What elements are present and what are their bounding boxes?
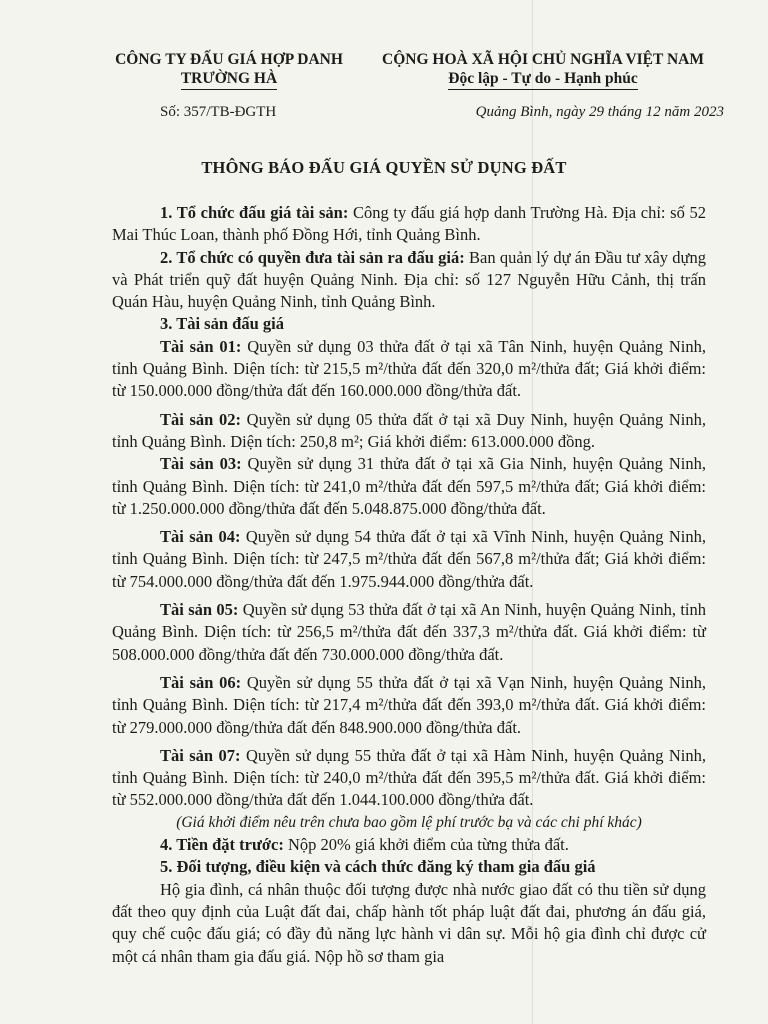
organization-name-line2: TRƯỜNG HÀ bbox=[181, 69, 277, 90]
asset-07 bbox=[112, 745, 706, 812]
section-2-text: Ban quản lý dự án Đầu tư xây dựng và Phát triển quỹ đất huyện Quảng Ninh. Địa chỉ: số 127 Nguyễn Hữu Cảnh, thị trấn Quán Hàu, huyện Quảng Ninh, tỉnh Quảng Bình. bbox=[112, 247, 706, 312]
section-4 bbox=[112, 834, 706, 856]
section-1-text: Công ty đấu giá hợp danh Trường Hà. Địa chỉ: số 52 Mai Thúc Loan, thành phố Đồng Hới, tỉnh Quảng Bình. bbox=[112, 203, 706, 245]
section-1 bbox=[112, 202, 706, 247]
asset-text: Quyền sử dụng 31 thửa đất ở tại xã Gia Ninh, huyện Quảng Ninh, tỉnh Quảng Bình. Diện tích: từ 241,0 m²/thửa đất đến 597,5 m²/thửa đất; Giá khởi điểm: từ 1.250.000.000 đồng/thửa đất đến 5.048.875.000 đồng/thửa đất. bbox=[112, 454, 706, 518]
asset-label: Tài sản 02: bbox=[160, 409, 241, 429]
section-3-title: 3. Tài sản đấu giá bbox=[160, 314, 284, 334]
document-body bbox=[112, 202, 706, 968]
asset-text: Quyền sử dụng 05 thửa đất ở tại xã Duy Ninh, huyện Quảng Ninh, tỉnh Quảng Bình. Diện tích: 250,8 m²; Giá khởi điểm: 613.000.000 đồng. bbox=[112, 409, 706, 451]
section-2-label: 2. Tổ chức có quyền đưa tài sản ra đấu giá: bbox=[160, 247, 465, 267]
asset-label: Tài sản 04: bbox=[160, 527, 241, 547]
national-title: CỘNG HOÀ XÃ HỘI CHỦ NGHĨA VIỆT NAM bbox=[382, 51, 704, 68]
section-4-label: 4. Tiền đặt trước: bbox=[160, 835, 284, 855]
asset-text: Quyền sử dụng 54 thửa đất ở tại xã Vĩnh Ninh, huyện Quảng Ninh, tỉnh Quảng Bình. Diện tích: từ 247,5 m²/thửa đất đến 567,8 m²/thửa đất; Giá khởi điểm: từ 754.000.000 đồng/thửa đất đến 1.975.944.000 đồng/thửa đất. bbox=[112, 527, 706, 591]
asset-label: Tài sản 06: bbox=[160, 672, 242, 692]
organization-header bbox=[96, 50, 362, 90]
organization-name: CÔNG TY ĐẤU GIÁ HỢP DANH bbox=[115, 51, 343, 68]
asset-04 bbox=[112, 526, 706, 593]
asset-03 bbox=[112, 453, 706, 520]
section-5-title: 5. Đối tượng, điều kiện và cách thức đăng ký tham gia đấu giá bbox=[160, 857, 596, 877]
section-1-label: 1. Tổ chức đấu giá tài sản: bbox=[160, 203, 349, 222]
asset-label: Tài sản 03: bbox=[160, 454, 242, 474]
asset-text: Quyền sử dụng 55 thửa đất ở tại xã Vạn Ninh, huyện Quảng Ninh, tỉnh Quảng Bình. Diện tích: từ 217,4 m²/thửa đất đến 393,0 m²/thửa đất. Giá khởi điểm: từ 279.000.000 đồng/thửa đất đến 848.900.000 đồng/thửa đất. bbox=[112, 672, 706, 737]
national-header bbox=[360, 50, 726, 90]
document-number: Số: 357/TB-ĐGTH bbox=[160, 104, 277, 120]
asset-label: Tài sản 07: bbox=[160, 745, 241, 765]
asset-text: Quyền sử dụng 03 thửa đất ở tại xã Tân Ninh, huyện Quảng Ninh, tỉnh Quảng Bình. Diện tích: từ 215,5 m²/thửa đất đến 320,0 m²/thửa đất; Giá khởi điểm: từ 150.000.000 đồng/thửa đất đến 160.000.000 đồng/thửa đất. bbox=[112, 336, 706, 401]
asset-text: Quyền sử dụng 53 thửa đất ở tại xã An Ninh, huyện Quảng Ninh, tỉnh Quảng Bình. Diện tích: từ 256,5 m²/thửa đất đến 337,3 m²/thửa đất. Giá khởi điểm: từ 508.000.000 đồng/thửa đất đến 730.000.000 đồng/thửa đất. bbox=[112, 600, 707, 664]
section-4-text: Nộp 20% giá khởi điểm của từng thửa đất. bbox=[283, 835, 569, 855]
asset-label: Tài sản 05: bbox=[160, 600, 239, 620]
asset-text: Quyền sử dụng 55 thửa đất ở tại xã Hàm Ninh, huyện Quảng Ninh, tỉnh Quảng Bình. Diện tích: từ 240,0 m²/thửa đất đến 395,5 m²/thửa đất. Giá khởi điểm: từ 552.000.000 đồng/thửa đất đến 1.044.100.000 đồng/thửa đất. bbox=[112, 745, 706, 810]
asset-01 bbox=[112, 336, 706, 403]
price-note: (Giá khởi điểm nêu trên chưa bao gồm lệ phí trước bạ và các chi phí khác) bbox=[176, 813, 642, 831]
asset-02 bbox=[112, 409, 706, 454]
date-line: Quảng Bình, ngày 29 tháng 12 năm 2023 bbox=[475, 104, 724, 120]
document-title: THÔNG BÁO ĐẤU GIÁ QUYỀN SỬ DỤNG ĐẤT bbox=[201, 158, 567, 177]
national-motto: Độc lập - Tự do - Hạnh phúc bbox=[448, 69, 637, 90]
asset-06 bbox=[112, 672, 706, 739]
asset-label: Tài sản 01: bbox=[160, 336, 242, 356]
asset-05 bbox=[112, 599, 706, 666]
section-2 bbox=[112, 247, 706, 314]
section-5-text: Hộ gia đình, cá nhân thuộc đối tượng được nhà nước giao đất có thu tiền sử dụng đất theo quy định của Luật đất đai, chấp hành tốt pháp luật đất đai, phương án đấu giá, quy chế cuộc đấu giá; có đầy đủ năng lực hành vi dân sự. Mỗi hộ gia đình chỉ được cử một cá nhân tham gia đấu giá. Nộp hồ sơ tham gia bbox=[112, 879, 706, 966]
